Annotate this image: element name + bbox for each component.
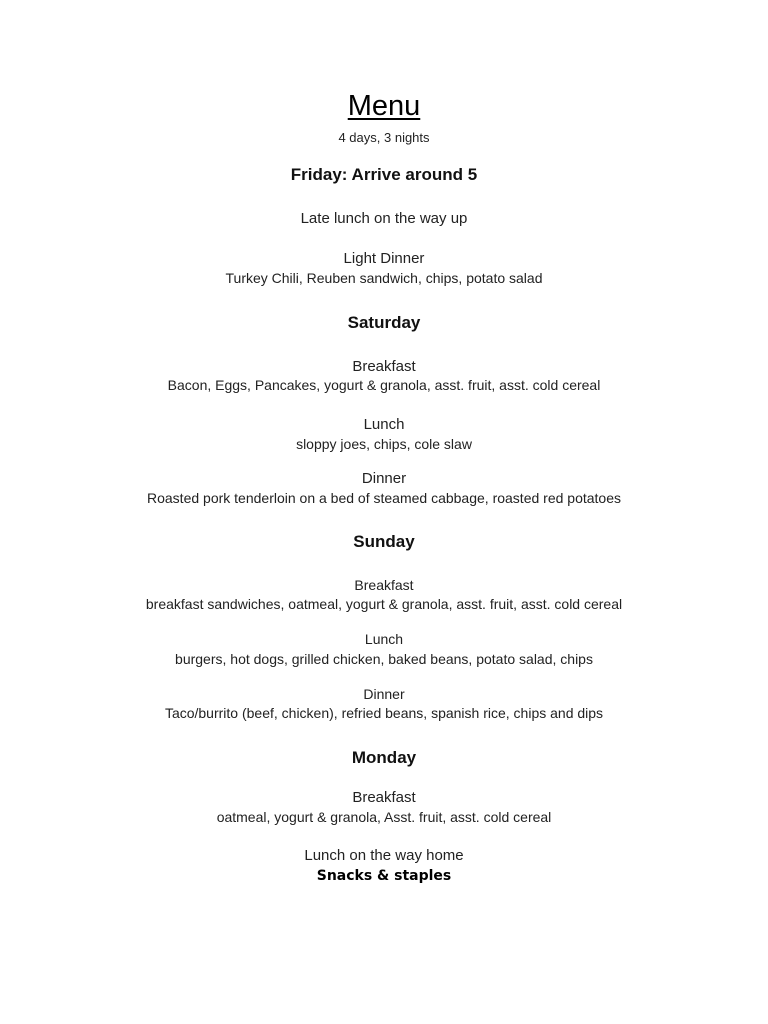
friday-dinner-label: Light Dinner [343, 250, 425, 267]
page-subtitle: 4 days, 3 nights [338, 130, 430, 145]
day-heading-sunday: Sunday [353, 532, 415, 551]
sunday-breakfast-label: Breakfast [354, 577, 414, 593]
saturday-dinner-label: Dinner [361, 470, 407, 487]
monday-lunch-label: Lunch on the way home [304, 847, 464, 864]
day-heading-monday: Monday [351, 748, 417, 767]
monday-breakfast-label: Breakfast [352, 789, 416, 806]
sunday-dinner-items: Taco/burrito (beef, chicken), refried beans, spanish rice, chips and dips [164, 705, 604, 721]
day-heading-friday: Friday: Arrive around 5 [290, 165, 478, 184]
monday-breakfast-items: oatmeal, yogurt & granola, Asst. fruit, asst. cold cereal [216, 809, 552, 825]
saturday-lunch-items: sloppy joes, chips, cole slaw [296, 436, 472, 452]
sunday-lunch-items: burgers, hot dogs, grilled chicken, baked beans, potato salad, chips [175, 651, 593, 667]
day-heading-saturday: Saturday [347, 313, 421, 332]
sunday-lunch-label: Lunch [364, 631, 404, 647]
saturday-lunch-label: Lunch [363, 416, 405, 433]
page-title: Menu [347, 90, 421, 122]
friday-dinner-items: Turkey Chili, Reuben sandwich, chips, potato salad [225, 270, 543, 286]
friday-late-lunch: Late lunch on the way up [300, 210, 468, 227]
saturday-breakfast-label: Breakfast [352, 358, 416, 375]
sunday-breakfast-items: breakfast sandwiches, oatmeal, yogurt & granola, asst. fruit, asst. cold cereal [145, 596, 623, 612]
saturday-dinner-items: Roasted pork tenderloin on a bed of steamed cabbage, roasted red potatoes [147, 490, 621, 506]
saturday-breakfast-items: Bacon, Eggs, Pancakes, yogurt & granola, asst. fruit, asst. cold cereal [167, 377, 601, 393]
snacks-staples-heading: Snacks & staples [316, 868, 452, 884]
sunday-dinner-label: Dinner [363, 686, 405, 702]
